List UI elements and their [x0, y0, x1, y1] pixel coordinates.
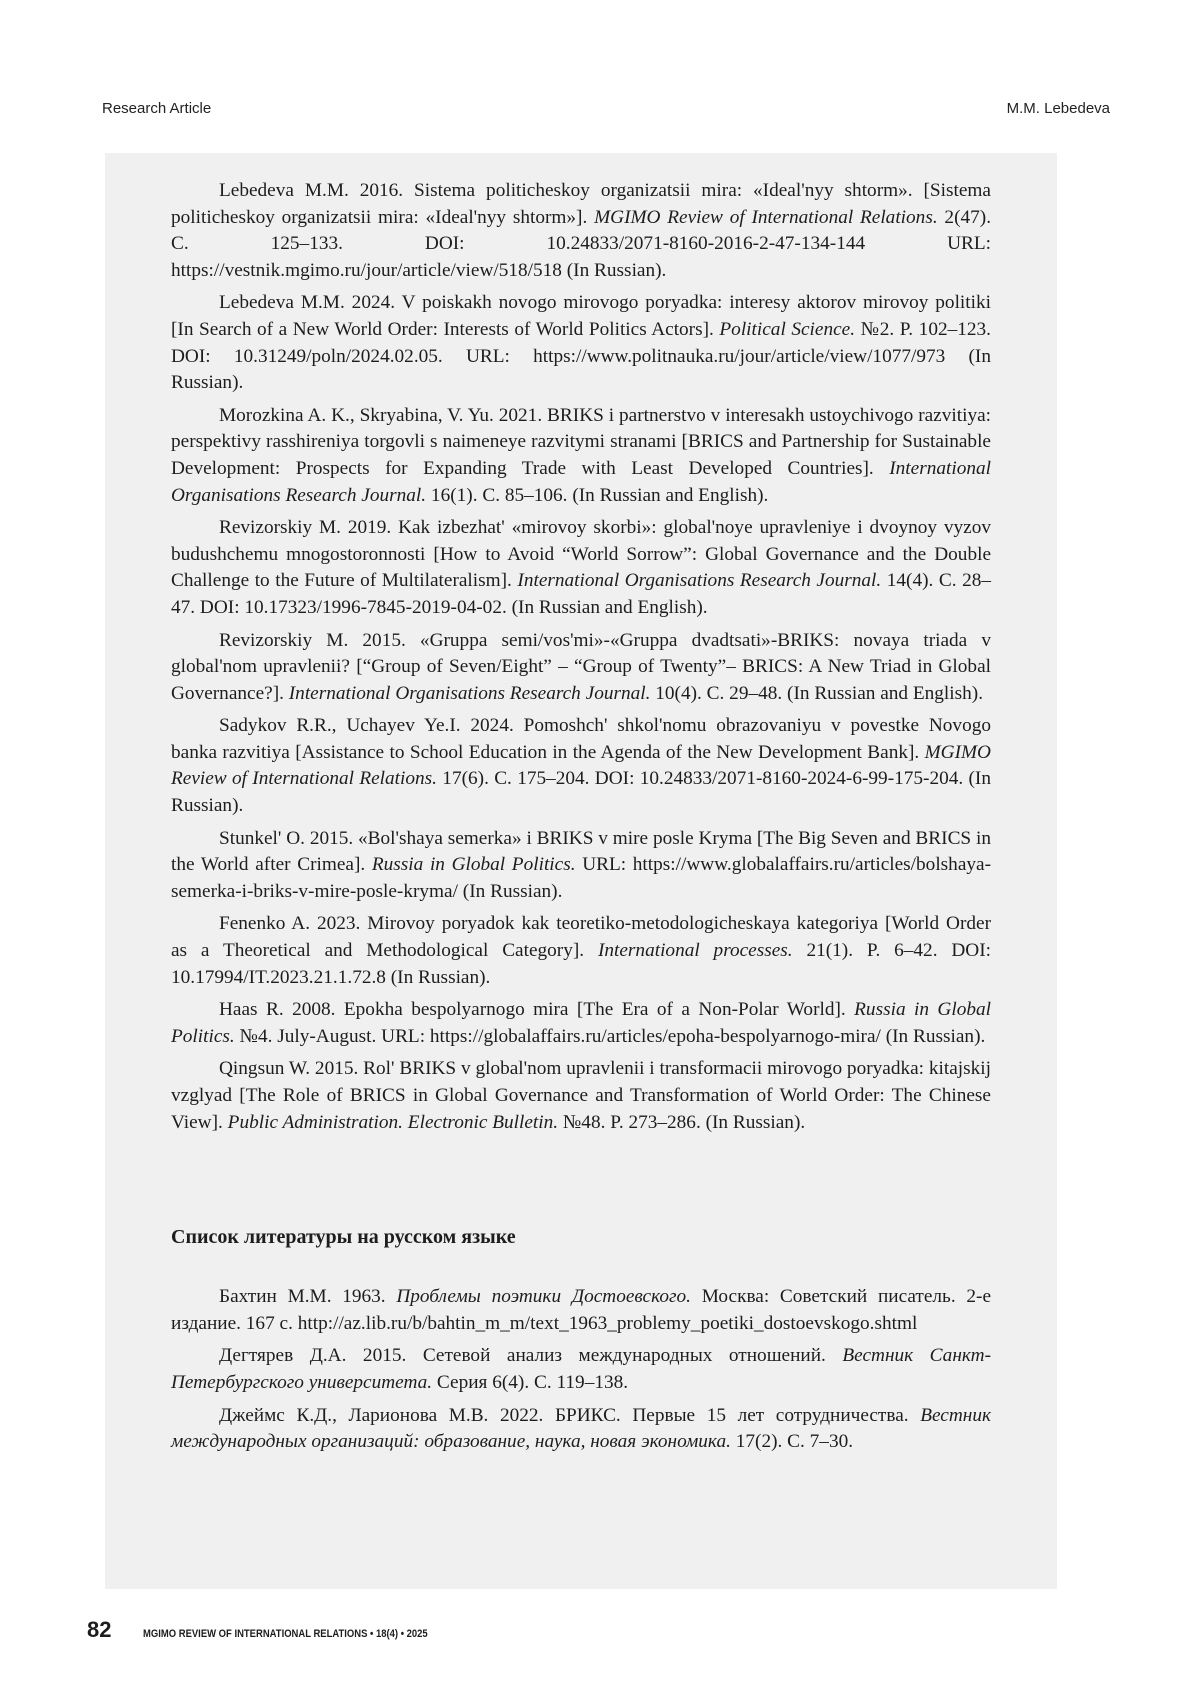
references-english — [171, 178, 991, 1136]
reference-item: Бахтин М.М. 1963. Проблемы поэтики Достоевского. Москва: Советский писатель. 2-е издание. 167 с. http://az.lib.ru/b/bahtin_m_m/text_1963_problemy_poetiki_dostoevskogo.shtml — [171, 1286, 991, 1334]
reference-item: Джеймс К.Д., Ларионова М.В. 2022. БРИКС. Первые 15 лет сотрудничества. Вестник международных организаций: образование, наука, новая экономика. 17(2). С. 7–30. — [171, 1404, 991, 1453]
references-russian — [171, 1284, 991, 1456]
reference-item: Sadykov R.R., Uchayev Ye.I. 2024. Pomoshch' shkol'nomu obrazovaniyu v povestke Novogo banka razvitiya [Assistance to School Education in the Agenda of the New Development Bank]. MGIMO Review of International Relations. 17(6). C. 175–204. DOI: 10.24833/2071-8160-2024-6-99-175-204. (In Russian). — [171, 715, 991, 817]
header-author: M.M. Lebedeva — [1006, 100, 1110, 117]
reference-item: Morozkina A. K., Skryabina, V. Yu. 2021. BRIKS i partnerstvo v interesakh ustoychivogo razvitiya: perspektivy rasshireniya torgovli s naimeneye razvitymi stranami [BRICS and Partnership for Sustainable Development: Prospects for Expanding Trade with Least Developed Countries]. International Organisations Research Journal. 16(1). C. 85–106. (In Russian and English). — [171, 404, 991, 506]
reference-item: Lebedeva M.M. 2016. Sistema politicheskoy organizatsii mira: «Ideal'nyy shtorm». [Sistema politicheskoy organizatsii mira: «Ideal'nyy shtorm»]. MGIMO Review of International Relations. 2(47). C. 125–133. DOI: 10.24833/2071-8160-2016-2-47-134-144 URL: https://vestnik.mgimo.ru/jour/article/view/518/518 (In Russian). — [171, 180, 992, 281]
journal-name: MGIMO REVIEW OF INTERNATIONAL RELATIONS • 18(4) • 2025 — [143, 1628, 429, 1640]
reference-item: Revizorskiy M. 2019. Kak izbezhat' «mirovoy skorbi»: global'noye upravleniye i dvoynoy vyzov budushchemu mnogostoronnosti [How to Avoid “World Sorrow”: Global Governance and the Double Challenge to the Future of Multilateralism]. International Organisations Research Journal. 14(4). C. 28–47. DOI: 10.17323/1996-7845-2019-04-02. (In Russian and English). — [171, 517, 991, 618]
reference-item: Дегтярев Д.А. 2015. Сетевой анализ международных отношений. Вестник Санкт-Петербургского университета. Серия 6(4). С. 119–138. — [171, 1345, 991, 1393]
page-number: 82 — [87, 1617, 112, 1642]
page-footer — [87, 1617, 475, 1643]
reference-item: Lebedeva M.M. 2024. V poiskakh novogo mirovogo poryadka: interesy aktorov mirovoy politiki [In Search of a New World Order: Interests of World Politics Actors]. Political Science. №2. P. 102–123. DOI: 10.31249/poln/2024.02.05. URL: https://www.politnauka.ru/jour/article/view/1077/973 (In Russian). — [171, 292, 991, 394]
section-title: Список литературы на русском языке — [171, 1226, 516, 1249]
reference-item: Revizorskiy M. 2015. «Gruppa semi/vos'mi»-«Gruppa dvadtsati»-BRIKS: novaya triada v global'nom upravlenii? [“Group of Seven/Eight” – “Group of Twenty”– BRICS: A New Triad in Global Governance?]. International Organisations Research Journal. 10(4). C. 29–48. (In Russian and English). — [171, 629, 991, 704]
references-content — [171, 178, 991, 1462]
reference-item: Qingsun W. 2015. Rol' BRIKS v global'nom upravlenii i transformacii mirovogo poryadka: kitajskij vzglyad [The Role of BRICS in Global Governance and Transformation of World Order: The Chinese View]. Public Administration. Electronic Bulletin. №48. P. 273–286. (In Russian). — [171, 1058, 991, 1133]
reference-item: Fenenko A. 2023. Mirovoy poryadok kak teoretiko-metodologicheskaya kategoriya [World Order as a Theoretical and Methodological Category]. International processes. 21(1). P. 6–42. DOI: 10.17994/IT.2023.21.1.72.8 (In Russian). — [171, 913, 991, 988]
reference-item: Haas R. 2008. Epokha bespolyarnogo mira [The Era of a Non-Polar World]. Russia in Global Politics. №4. July-August. URL: https://globalaffairs.ru/articles/epoha-bespolyarnogo-mira/ (In Russian). — [171, 999, 991, 1047]
header-article-type: Research Article — [102, 100, 212, 117]
running-header — [102, 100, 1110, 117]
reference-item: Stunkel' O. 2015. «Bol'shaya semerka» i BRIKS v mire posle Kryma [The Big Seven and BRICS in the World after Crimea]. Russia in Global Politics. URL: https://www.globalaffairs.ru/articles/bolshaya-semerka-i-briks-v-mire-posle-kryma/ (In Russian). — [171, 827, 991, 902]
